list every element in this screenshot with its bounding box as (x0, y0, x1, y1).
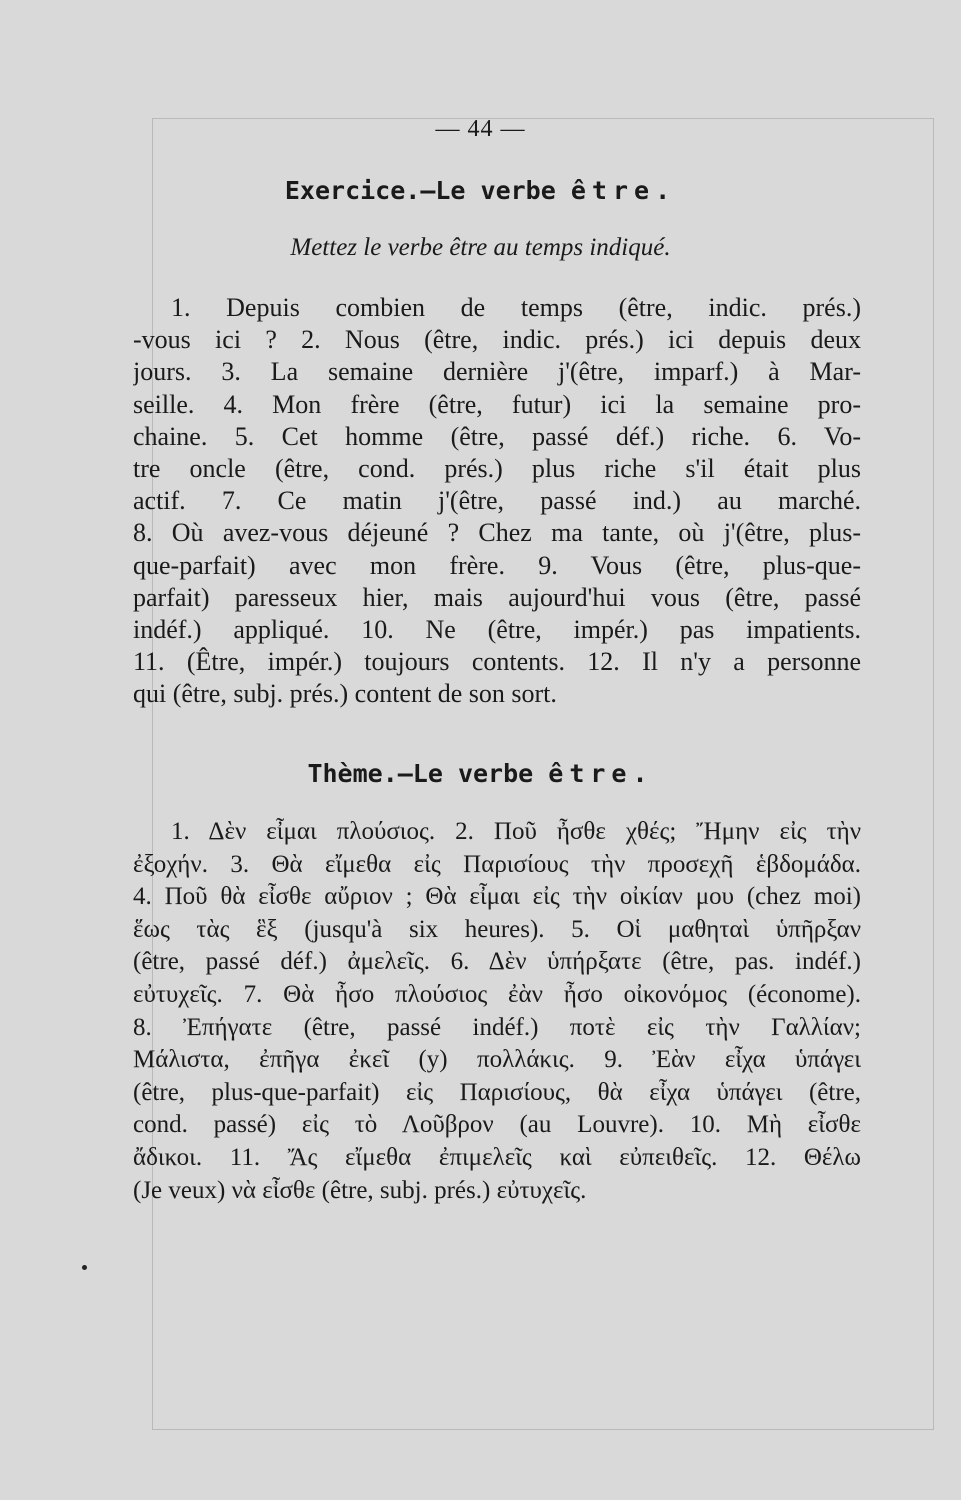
exercise-line: 1. Depuis combien de temps (être, indic. prés.) (171, 293, 861, 322)
exercise-line: -vous ici ? 2. Nous (être, indic. prés.) ici depuis deux (133, 325, 861, 355)
exercise-instruction: Mettez le verbe être au temps indiqué. (290, 234, 671, 261)
page-number: — 44 — (435, 116, 526, 142)
exercise-line: tre oncle (être, cond. prés.) plus riche s'il était plus (133, 453, 861, 483)
theme-line: ἐξοχήν. 3. Θὰ εἴμεθα εἰς Παρισίους τὴν προσεχῆ ἑβδομάδα. (133, 850, 861, 878)
exercise-line: indéf.) appliqué. 10. Ne (être, impér.) pas impatients. (133, 614, 861, 644)
exercise-line: 8. Où avez-vous déjeuné ? Chez ma tante, où j'(être, plus- (133, 518, 861, 548)
theme-line: (être, passé déf.) ἀμελεῖς. 6. Δὲν ὑπήρξατε (être, pas. indéf.) (133, 948, 861, 976)
exercise-line: qui (être, subj. prés.) content de son sort. (133, 679, 557, 709)
ink-dot (82, 1265, 87, 1270)
theme-title (0, 759, 961, 788)
exercise-line: jours. 3. La semaine dernière j'(être, imparf.) à Mar- (133, 357, 861, 387)
theme-line: εὐτυχεῖς. 7. Θὰ ἦσο πλούσιος ἐὰν ἦσο οἰκονόμος (économe). (133, 980, 861, 1008)
exercise-line: que-parfait) avec mon frère. 9. Vous (être, plus-que- (133, 550, 861, 580)
exercise-line: parfait) paresseux hier, mais aujourd'hui vous (être, passé (133, 582, 861, 612)
theme-line: (être, plus-que-parfait) εἰς Παρισίους, θὰ εἶχα ὑπάγει (être, (133, 1078, 861, 1106)
exercise-text (133, 292, 861, 710)
theme-line: (Je veux) νὰ εἶσθε (être, subj. prés.) εὐτυχεῖς. (133, 1176, 587, 1204)
exercise-title-word: être. (570, 176, 677, 205)
theme-line: 4. Ποῦ θὰ εἶσθε αὔριον ; Θὰ εἶμαι εἰς τὴν οἰκίαν μου (chez moi) (133, 883, 861, 911)
theme-title-word: être. (548, 759, 654, 788)
theme-line: Μάλιστα, ἐπῆγα ἐκεῖ (y) πολλάκις. 9. Ἐὰν εἶχα ὑπάγει (133, 1046, 861, 1074)
exercise-line: 11. (Être, impér.) toujours contents. 12. Il n'y a personne (133, 647, 861, 677)
exercise-title (0, 176, 961, 205)
theme-text (133, 816, 861, 1207)
exercise-line: chaine. 5. Cet homme (être, passé déf.) riche. 6. Vo- (133, 421, 861, 451)
exercise-line: seille. 4. Mon frère (être, futur) ici la semaine pro- (133, 389, 861, 419)
theme-line: ἕως τὰς ἓξ (jusqu'à six heures). 5. Οἱ μαθηταὶ ὑπῆρξαν (133, 915, 861, 943)
theme-line: cond. passé) εἰς τὸ Λοῦβρον (au Louvre). 10. Μὴ εἶσθε (133, 1111, 861, 1139)
exercise-title-prefix: Exercice.—Le verbe (284, 176, 556, 205)
theme-title-prefix: Thème.—Le verbe (307, 759, 534, 788)
theme-line: ἄδικοι. 11. Ἄς εἴμεθα ἐπιμελεῖς καὶ εὐπειθεῖς. 12. Θέλω (133, 1143, 861, 1171)
theme-line: 1. Δὲν εἶμαι πλούσιος. 2. Ποῦ ἦσθε χθές; Ἤμην εἰς τὴν (171, 818, 861, 845)
theme-line: 8. Ἐπήγατε (être, passé indéf.) ποτὲ εἰς τὴν Γαλλίαν; (133, 1013, 861, 1041)
exercise-line: actif. 7. Ce matin j'(être, passé ind.) au marché. (133, 486, 861, 516)
